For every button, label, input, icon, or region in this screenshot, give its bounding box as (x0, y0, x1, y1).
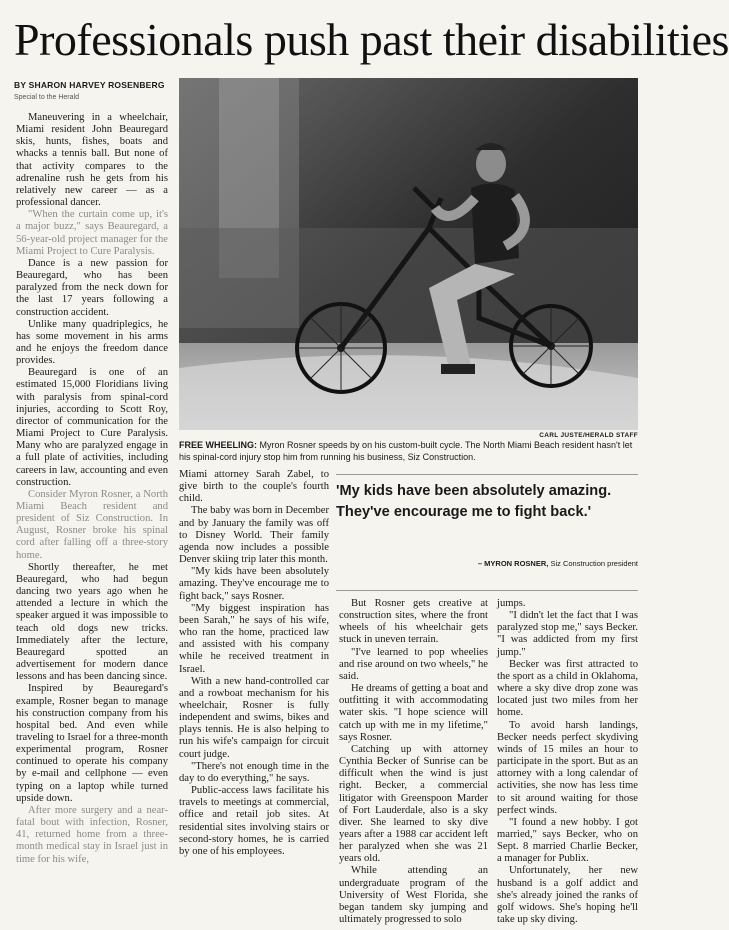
paragraph: With a new hand-controlled car and a rowboat mechanism for his wheelchair, Rosner is fully independent and swims, bikes and plays tennis. He is also helping to run his wife's campaign for circuit court judge. (179, 675, 329, 760)
paragraph: "There's not enough time in the day to do everything," he says. (179, 760, 329, 784)
article-column-1 (16, 112, 168, 930)
paragraph: The baby was born in December and by January the family was off to Disney World. Their family agenda now includes a possible Denver skiing trip later this month. (179, 505, 329, 566)
paragraph: To avoid harsh landings, Becker needs perfect skydiving winds of 15 miles an hour to participate in the sport. But as an attorney with a long calendar of activities, she now has less time to sit around waiting for those perfect winds. (497, 719, 638, 816)
article-column-2 (179, 469, 329, 930)
pullquote-name: – MYRON ROSNER, (477, 559, 549, 568)
pullquote-attribution (336, 559, 638, 568)
paragraph: He dreams of getting a boat and outfitting it with accommodating water skis. "I hope science will catch up with me in my lifetime," says Rosner. (339, 683, 488, 743)
article-column-4 (497, 598, 638, 930)
article-column-3 (339, 598, 488, 930)
paragraph: Inspired by Beauregard's example, Rosner began to manage his construction company from his hospital bed. And even while traveling to Israel for a three-month experimental program, Rosner continued to operate his company by e-mail and cellphone — even typing on a laptop while turned upside down. (16, 683, 168, 804)
photo-credit: CARL JUSTE/HERALD STAFF (539, 432, 638, 439)
caption-lead: FREE WHEELING: (179, 440, 257, 450)
pullquote: 'My kids have been absolutely amazing. They've encourage me to fight back.' (336, 483, 612, 520)
pullquote-rule-bottom (336, 590, 638, 591)
paragraph: "When the curtain come up, it's a major buzz," says Beauregard, a 56-year-old project manager for the Miami Project to Cure Paralysis. (16, 209, 168, 257)
byline-author: BY SHARON HARVEY ROSENBERG (14, 80, 165, 90)
paragraph: While attending an undergraduate program of the University of West Florida, she began tandem sky jumping and ultimately progressed to solo (339, 865, 488, 926)
paragraph: Unfortunately, her new husband is a golf addict and she's already joined the ranks of golf widows. She's hoping he'll take up sky diving. (497, 865, 638, 926)
paragraph: Maneuvering in a wheelchair, Miami resident John Beauregard skis, hunts, fishes, boats and whacks a tennis ball. But none of that activity compares to the adrenaline rush he gets from his relatively new career — as a professional dancer. (16, 112, 168, 209)
paragraph: Consider Myron Rosner, a North Miami Beach resident and president of Siz Construction. In August, Rosner broke his spinal cord after falling off a three-story home. (16, 488, 168, 561)
paragraph: But Rosner gets creative at construction sites, where the front wheels of his wheelchair gets stuck in uneven terrain. (339, 598, 488, 646)
paragraph: Shortly thereafter, he met Beauregard, who had begun dancing two years ago when he attended a lecture in which the speaker argued it was impossible to teach old dogs new tricks. Immediately after the lecture, Beauregard spotted an advertisement for modern dance lessons and has been dancing since. (16, 561, 168, 683)
byline (14, 80, 174, 101)
paragraph: Public-access laws facilitate his travels to meetings at commercial, office and retail job sites. At residential sites involving stairs or second-story homes, he is carried by one of his employees. (179, 785, 329, 857)
paragraph: After more surgery and a near-fatal bout with infection, Rosner, 41, returned home from a three-month medical stay in Israel just in time for his wife, (16, 804, 168, 865)
caption-text: Myron Rosner speeds by on his custom-built cycle. The North Miami Beach resident hasn't let his spinal-cord injury stop him from running his business, Siz Construction. (179, 440, 633, 462)
rider-torso (471, 183, 519, 264)
pullquote-rule-top (336, 474, 638, 475)
paragraph: "I've learned to pop wheelies and rise around on two wheels," he said. (339, 646, 488, 682)
paragraph: "I found a new hobby. I got married," says Becker, who on Sept. 8 married Charlie Becker, a manager for Publix. (497, 816, 638, 865)
paragraph: Beauregard is one of an estimated 15,000 Floridians living with paralysis from spinal-cord injuries, according to Scott Roy, director of communication for the Miami Project to Cure Paralysis. Many who are paralyzed engage in a full plate of activities, including careers in law, accounting and even construction. (16, 367, 168, 488)
byline-affiliation: Special to the Herald (14, 94, 79, 101)
paragraph: jumps. (497, 598, 526, 609)
pullquote-title: Siz Construction president (550, 559, 638, 568)
photo-free-wheeling (179, 78, 638, 430)
paragraph: Becker was first attracted to the sport as a child in Oklahoma, where a sky dive drop zone was located just two miles from her home. (497, 658, 638, 719)
paragraph: Unlike many quadriplegics, he has some movement in his arms and he enjoys the freedom dance provides. (16, 318, 168, 367)
photo-caption (179, 440, 638, 463)
headline: Professionals push past their disabilities (14, 14, 729, 65)
photo-illustration (179, 78, 638, 430)
paragraph: Miami attorney Sarah Zabel, to give birth to the couple's fourth child. (179, 469, 329, 505)
paragraph: "My kids have been absolutely amazing. They've encourage me to fight back," says Rosner. (179, 566, 329, 602)
paragraph: "I didn't let the fact that I was paralyzed stop me," says Becker. "I was addicted from my first jump." (497, 610, 638, 658)
paragraph: "My biggest inspiration has been Sarah," he says of his wife, who ran the home, practiced law and assisted with his company while he received treatment in Israel. (179, 602, 329, 675)
paragraph: Catching up with attorney Cynthia Becker of Sunrise can be difficult when the wind is just right. Becker, a commercial litigator with Greenspoon Marder of Fort Lauderdale, also is a sky diver. She learned to sky dive years after a 1988 car accident left her paralyzed when she was 21 years old. (339, 743, 488, 865)
paragraph: Dance is a new passion for Beauregard, who has been paralyzed from the neck down for the last 17 years following a construction accident. (16, 257, 168, 318)
rider-head (476, 146, 506, 182)
